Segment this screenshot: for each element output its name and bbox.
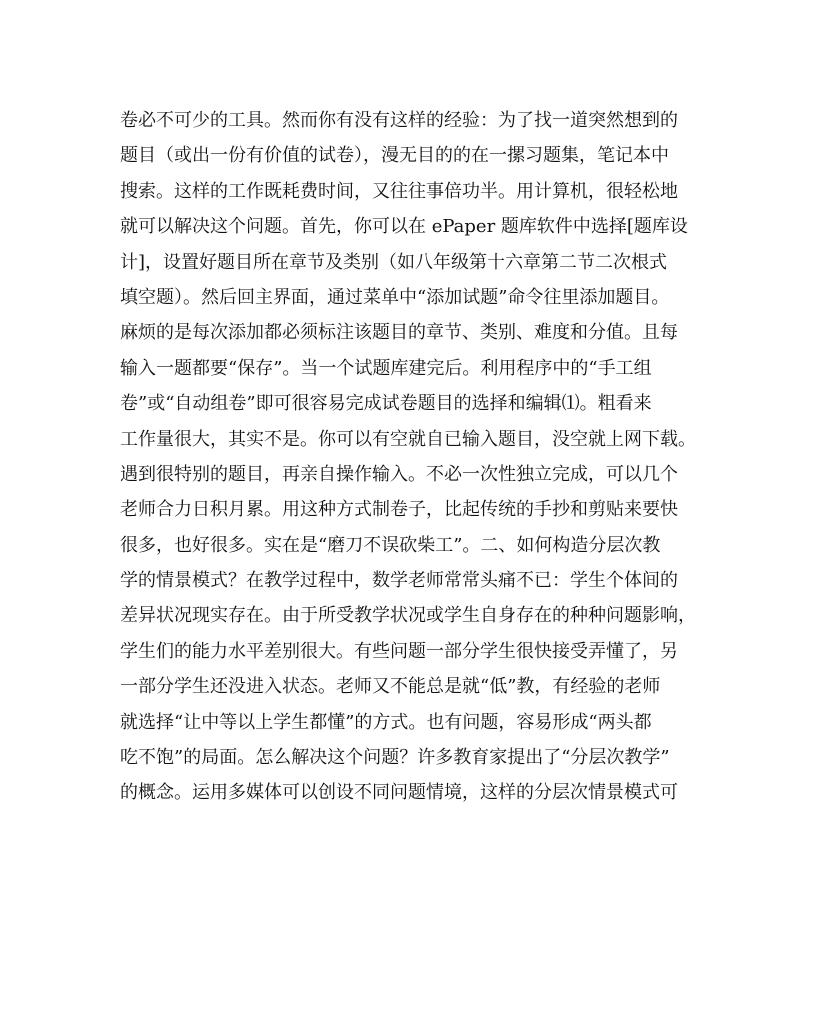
text-line-7: 麻烦的是每次添加都必须标注该题目的章节、类别、难度和分值。且每 [120, 322, 678, 344]
text-line-13: 很多，也好很多。实在是“磨刀不误砍柴工”。二、如何构造分层次教 [120, 534, 661, 556]
text-line-10: 工作量很大，其实不是。你可以有空就自已输入题目，没空就上网下载。 [120, 428, 696, 450]
text-line-11: 遇到很特别的题目，再亲自操作输入。不必一次性独立完成，可以几个 [120, 463, 678, 485]
text-line-8: 输入一题都要“保存”。当一个试题库建完后。利用程序中的“手工组 [120, 357, 652, 379]
text-line-20: 的概念。运用多媒体可以创设不同问题情境，这样的分层次情景模式可 [120, 782, 678, 804]
text-line-6: 填空题）。然后回主界面，通过菜单中“添加试题”命令往里添加题目。 [120, 286, 670, 308]
text-line-4: 就可以解决这个问题。首先，你可以在 ePaper 题库软件中选择[题库设 [120, 216, 688, 238]
text-line-3: 搜索。这样的工作既耗费时间，又往往事倍功半。用计算机，很轻松地 [120, 180, 678, 202]
text-line-19: 吃不饱”的局面。怎么解决这个问题？许多教育家提出了“分层次教学” [120, 747, 670, 769]
text-line-2: 题目（或出一份有价值的试卷），漫无目的的在一摞习题集，笔记本中 [120, 145, 669, 167]
text-line-14: 学的情景模式？在教学过程中，数学老师常常头痛不已：学生个体间的 [120, 570, 678, 592]
text-line-18: 就选择“让中等以上学生都懂”的方式。也有问题，容易形成“两头都 [120, 711, 652, 733]
text-line-9: 卷”或“自动组卷”即可很容易完成试卷题目的选择和编辑⑴。粗看来 [120, 393, 652, 415]
text-line-16: 学生们的能力水平差别很大。有些问题一部分学生很快接受弄懂了，另 [120, 640, 678, 662]
body-text [120, 103, 700, 811]
text-line-15: 差异状况现实存在。由于所受教学状况或学生自身存在的种种问题影响， [120, 605, 696, 627]
text-line-5: 计]，设置好题目所在章节及类别（如八年级第十六章第二节二次根式 [120, 251, 668, 273]
text-line-12: 老师合力日积月累。用这种方式制卷子，比起传统的手抄和剪贴来要快 [120, 499, 678, 521]
text-line-1: 卷必不可少的工具。然而你有没有这样的经验：为了找一道突然想到的 [120, 110, 678, 131]
text-line-17: 一部分学生还没进入状态。老师又不能总是就“低”教，有经验的老师 [120, 676, 661, 698]
